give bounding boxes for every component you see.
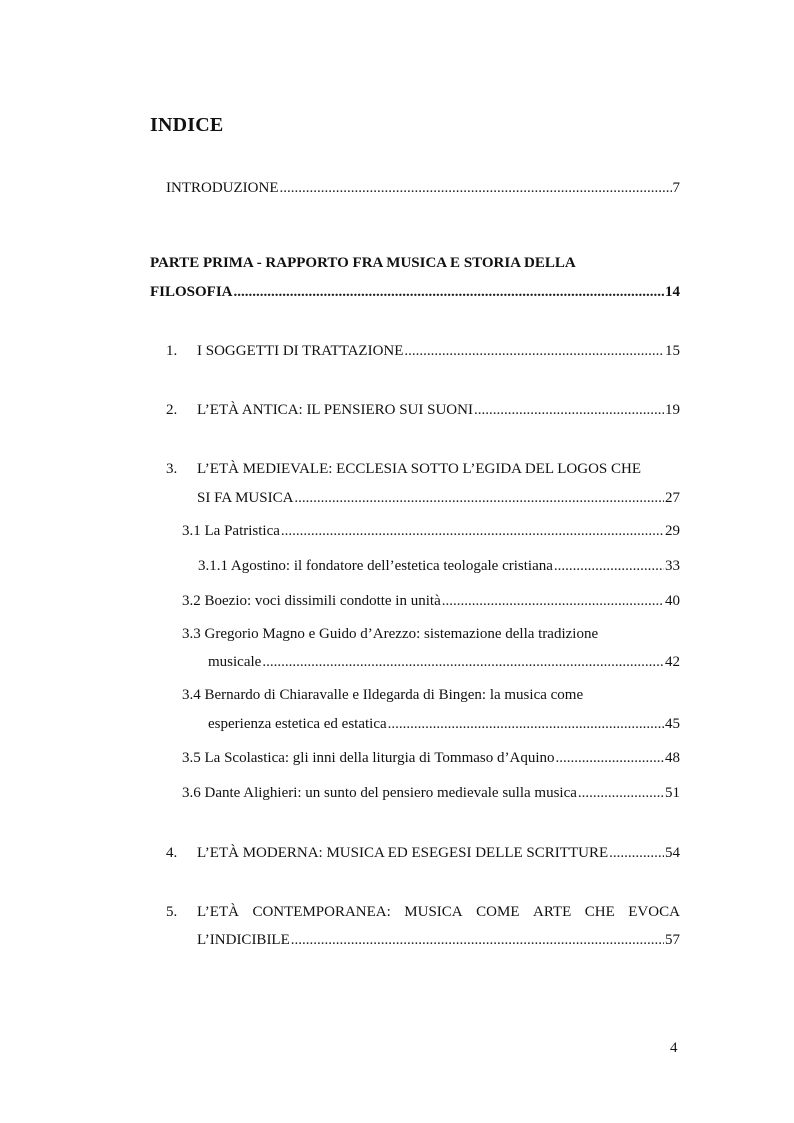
leader-dots	[291, 930, 664, 950]
toc-entry-label: L’ETÀ MODERNA: MUSICA ED ESEGESI DELLE SCRITTURE	[197, 845, 609, 861]
toc-entry-page: 33	[665, 558, 680, 574]
leader-dots	[294, 488, 664, 508]
toc-entry-section-3-4-line2[interactable]	[208, 714, 680, 734]
page-title: INDICE	[150, 114, 224, 136]
toc-entry-label: L’INDICIBILE	[197, 932, 290, 948]
toc-entry-page: 48	[665, 750, 680, 766]
toc-entry-label: SI FA MUSICA	[197, 490, 294, 506]
toc-entry-chapter-3-line1[interactable]	[166, 459, 680, 479]
toc-part-title-line1[interactable]: PARTE PRIMA - RAPPORTO FRA MUSICA E STORIA DELLA	[150, 255, 576, 271]
toc-entry-page: 57	[665, 932, 680, 948]
toc-entry-label: 3.2 Boezio: voci dissimili condotte in unità	[182, 593, 441, 609]
toc-entry-number: 1.	[166, 343, 178, 359]
leader-dots	[556, 748, 664, 768]
leader-dots	[404, 341, 664, 361]
page-number: 4	[670, 1040, 678, 1056]
toc-entry-page: 51	[665, 785, 680, 801]
toc-entry-chapter-5-line2[interactable]	[197, 930, 680, 950]
leader-dots	[554, 556, 664, 576]
toc-entry-label: 3.1.1 Agostino: il fondatore dell’estetica teologale cristiana	[198, 558, 553, 574]
toc-part-title-line2[interactable]	[150, 282, 680, 302]
toc-entry-label	[197, 902, 680, 922]
toc-entry-section-3-3-line1[interactable]: 3.3 Gregorio Magno e Guido d’Arezzo: sistemazione della tradizione	[182, 626, 599, 642]
toc-entry-section-3-4-line1[interactable]: 3.4 Bernardo di Chiaravalle e Ildegarda di Bingen: la musica come	[182, 687, 584, 703]
toc-entry-page: 14	[665, 284, 680, 300]
word: MUSICA	[404, 904, 463, 920]
toc-entry-number: 4.	[166, 845, 178, 861]
word: COME	[476, 904, 520, 920]
leader-dots	[262, 652, 664, 672]
leader-dots	[279, 178, 671, 198]
word: CHE	[584, 904, 615, 920]
toc-entry-label: INTRODUZIONE	[166, 180, 279, 196]
toc-entry-label: FILOSOFIA	[150, 284, 233, 300]
toc-entry-label: musicale	[208, 654, 262, 670]
toc-entry-number: 5.	[166, 904, 178, 920]
toc-entry-page: 19	[665, 402, 680, 418]
toc-entry-page: 29	[665, 523, 680, 539]
toc-entry-page: 40	[665, 593, 680, 609]
toc-entry-page: 54	[665, 845, 680, 861]
toc-entry-section-3-5[interactable]	[182, 748, 680, 768]
toc-entry-chapter-5-line1[interactable]	[166, 902, 680, 922]
toc-entry-section-3-2[interactable]	[182, 591, 680, 611]
toc-entry-chapter-2[interactable]	[166, 400, 680, 420]
toc-entry-label: 3.1 La Patristica	[182, 523, 280, 539]
toc-entry-chapter-3-line2[interactable]	[197, 488, 680, 508]
toc-entry-label: 3.5 La Scolastica: gli inni della liturgia di Tommaso d’Aquino	[182, 750, 555, 766]
toc-entry-label: esperienza estetica ed estatica	[208, 716, 387, 732]
toc-entry-number: 3.	[166, 461, 178, 477]
toc-entry-page: 42	[665, 654, 680, 670]
leader-dots	[609, 843, 664, 863]
toc-entry-label: I SOGGETTI DI TRATTAZIONE	[197, 343, 404, 359]
word: ARTE	[533, 904, 572, 920]
word: EVOCA	[628, 904, 680, 920]
leader-dots	[234, 282, 664, 302]
toc-entry-page: 45	[665, 716, 680, 732]
leader-dots	[442, 591, 664, 611]
word: CONTEMPORANEA:	[252, 904, 391, 920]
toc-entry-label: L’ETÀ MEDIEVALE: ECCLESIA SOTTO L’EGIDA DEL LOGOS CHE	[197, 461, 642, 477]
leader-dots	[388, 714, 664, 734]
toc-entry-page: 15	[665, 343, 680, 359]
leader-dots	[474, 400, 664, 420]
toc-entry-page: 27	[665, 490, 680, 506]
toc-entry-chapter-4[interactable]	[166, 843, 680, 863]
toc-entry-number: 2.	[166, 402, 178, 418]
toc-entry-section-3-1[interactable]	[182, 521, 680, 541]
toc-entry-section-3-6[interactable]	[182, 783, 680, 803]
toc-entry-label: 3.6 Dante Alighieri: un sunto del pensiero medievale sulla musica	[182, 785, 577, 801]
word: L’ETÀ	[197, 904, 239, 920]
toc-entry-chapter-1[interactable]	[166, 341, 680, 361]
leader-dots	[281, 521, 664, 541]
toc-entry-section-3-3-line2[interactable]	[208, 652, 680, 672]
toc-entry-section-3-1-1[interactable]	[198, 556, 680, 576]
toc-entry-label: L’ETÀ ANTICA: IL PENSIERO SUI SUONI	[197, 402, 473, 418]
toc-entry-introduzione[interactable]	[166, 178, 680, 198]
toc-entry-page: 7	[672, 180, 680, 196]
leader-dots	[578, 783, 664, 803]
